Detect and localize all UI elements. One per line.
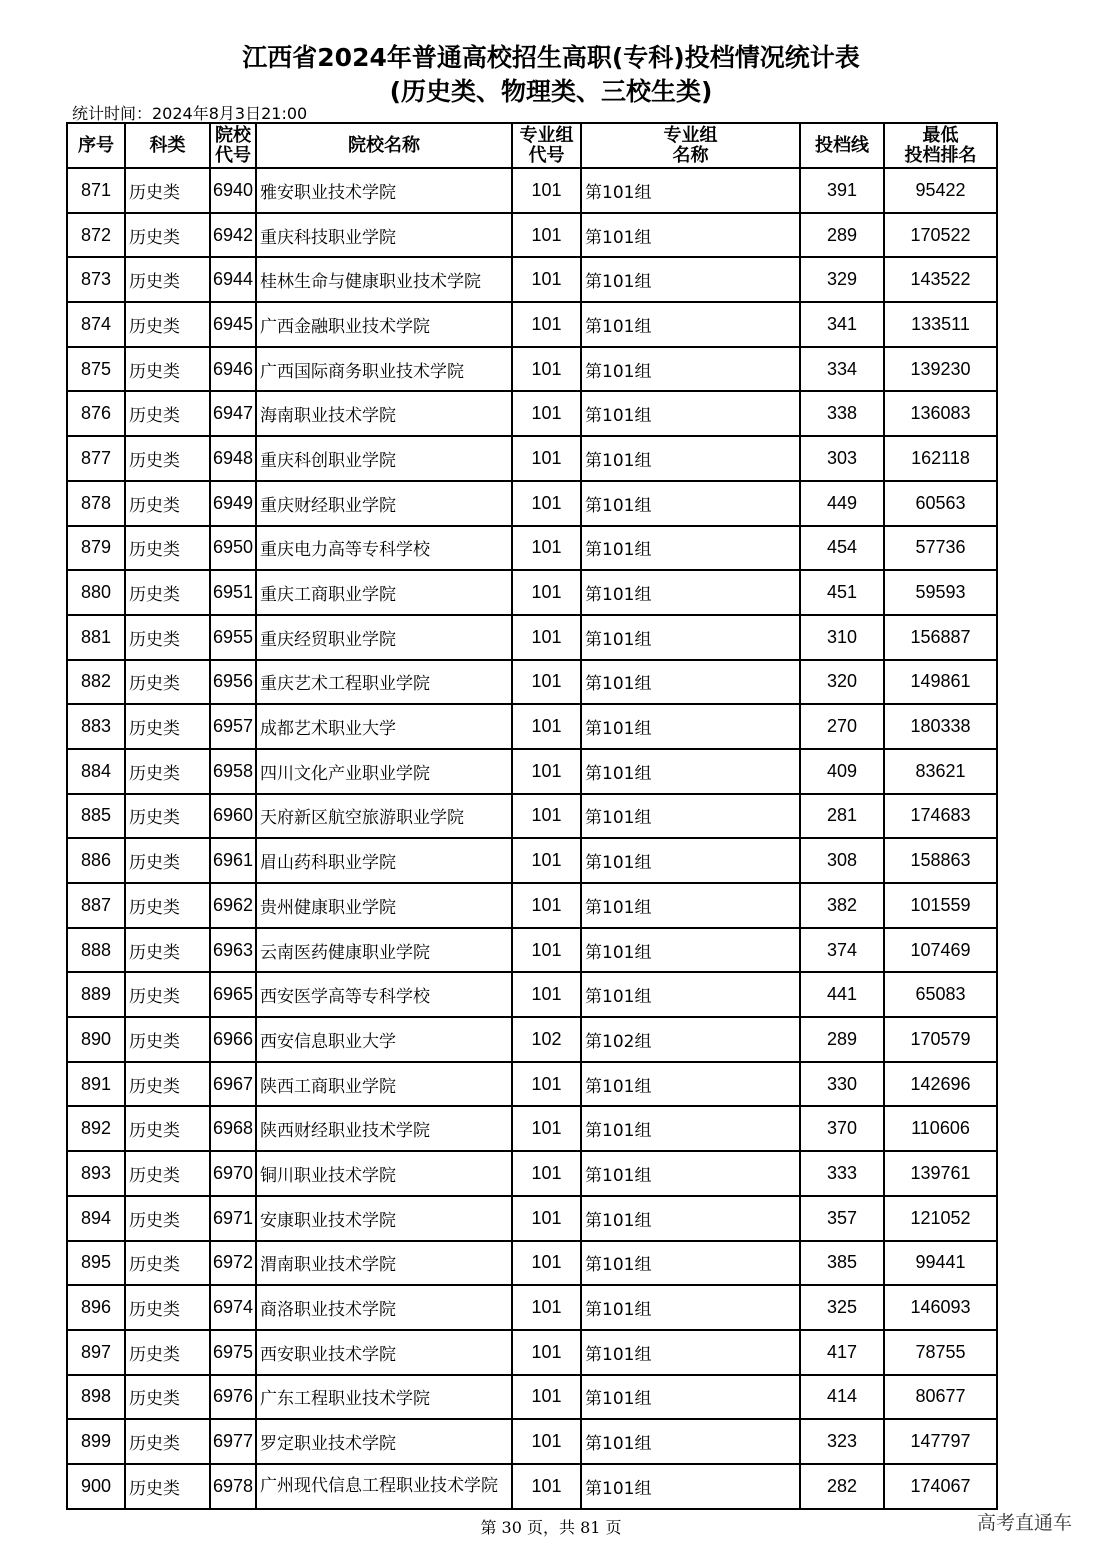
cell-score-line: 310 — [800, 615, 884, 660]
cell-seq: 882 — [67, 660, 125, 705]
cell-min-rank: 107469 — [884, 928, 997, 973]
cell-group-name: 第101组 — [581, 1241, 800, 1286]
cell-group-name: 第101组 — [581, 213, 800, 258]
cell-score-line: 391 — [800, 168, 884, 213]
cell-min-rank: 143522 — [884, 257, 997, 302]
cell-school-code: 6944 — [210, 257, 256, 302]
cell-group-name: 第101组 — [581, 526, 800, 571]
cell-category: 历史类 — [125, 570, 210, 615]
cell-group-code: 101 — [512, 615, 581, 660]
cell-score-line: 341 — [800, 302, 884, 347]
table-row — [67, 749, 997, 794]
cell-school-code: 6948 — [210, 436, 256, 481]
cell-school-name: 海南职业技术学院 — [256, 391, 512, 436]
cell-school-name: 广西金融职业技术学院 — [256, 302, 512, 347]
cell-category: 历史类 — [125, 794, 210, 839]
cell-group-code: 101 — [512, 168, 581, 213]
cell-school-code: 6975 — [210, 1330, 256, 1375]
cell-group-name: 第101组 — [581, 1285, 800, 1330]
cell-group-name: 第101组 — [581, 1151, 800, 1196]
cell-school-name: 重庆科创职业学院 — [256, 436, 512, 481]
cell-school-code: 6956 — [210, 660, 256, 705]
cell-school-code: 6963 — [210, 928, 256, 973]
table-row — [67, 794, 997, 839]
cell-category: 历史类 — [125, 302, 210, 347]
table-row — [67, 391, 997, 436]
cell-min-rank: 101559 — [884, 883, 997, 928]
cell-group-name: 第101组 — [581, 972, 800, 1017]
cell-group-code: 101 — [512, 213, 581, 258]
cell-seq: 876 — [67, 391, 125, 436]
cell-school-name: 贵州健康职业学院 — [256, 883, 512, 928]
table-row — [67, 928, 997, 973]
cell-group-code: 101 — [512, 436, 581, 481]
page-footer: 第 30 页，共 81 页 — [480, 1518, 622, 1537]
cell-seq: 887 — [67, 883, 125, 928]
cell-seq: 871 — [67, 168, 125, 213]
cell-score-line: 323 — [800, 1419, 884, 1464]
page-title: 江西省2024年普通高校招生高职(专科)投档情况统计表 — [242, 43, 860, 72]
cell-category: 历史类 — [125, 972, 210, 1017]
cell-school-name: 雅安职业技术学院 — [256, 168, 512, 213]
cell-seq: 891 — [67, 1062, 125, 1107]
cell-min-rank: 139230 — [884, 347, 997, 392]
cell-group-name: 第101组 — [581, 570, 800, 615]
table-row — [67, 257, 997, 302]
cell-category: 历史类 — [125, 213, 210, 258]
cell-group-name: 第101组 — [581, 481, 800, 526]
cell-min-rank: 60563 — [884, 481, 997, 526]
cell-category: 历史类 — [125, 1196, 210, 1241]
cell-category: 历史类 — [125, 1017, 210, 1062]
table-row — [67, 1419, 997, 1464]
header-school-code: 院校 代号 — [210, 123, 256, 168]
cell-score-line: 382 — [800, 883, 884, 928]
cell-group-code: 101 — [512, 1330, 581, 1375]
cell-group-code: 101 — [512, 1196, 581, 1241]
cell-score-line: 308 — [800, 838, 884, 883]
cell-group-name: 第101组 — [581, 1106, 800, 1151]
cell-school-name: 重庆科技职业学院 — [256, 213, 512, 258]
table-row — [67, 1375, 997, 1420]
cell-group-name: 第101组 — [581, 1196, 800, 1241]
cell-school-code: 6977 — [210, 1419, 256, 1464]
brand-watermark: 高考直通车 — [976, 1512, 1072, 1534]
cell-min-rank: 174683 — [884, 794, 997, 839]
cell-group-name: 第101组 — [581, 1062, 800, 1107]
cell-school-name: 眉山药科职业学院 — [256, 838, 512, 883]
cell-category: 历史类 — [125, 838, 210, 883]
cell-score-line: 414 — [800, 1375, 884, 1420]
cell-school-code: 6961 — [210, 838, 256, 883]
page-subtitle: (历史类、物理类、三校生类) — [389, 77, 713, 106]
cell-min-rank: 139761 — [884, 1151, 997, 1196]
cell-school-code: 6947 — [210, 391, 256, 436]
cell-min-rank: 162118 — [884, 436, 997, 481]
cell-school-name: 桂林生命与健康职业技术学院 — [256, 257, 512, 302]
cell-school-name: 重庆电力高等专科学校 — [256, 526, 512, 571]
table-body — [67, 168, 997, 1509]
cell-school-code: 6971 — [210, 1196, 256, 1241]
cell-min-rank: 158863 — [884, 838, 997, 883]
cell-school-name: 渭南职业技术学院 — [256, 1241, 512, 1286]
table-row — [67, 347, 997, 392]
cell-score-line: 303 — [800, 436, 884, 481]
table-row — [67, 570, 997, 615]
cell-group-name: 第101组 — [581, 794, 800, 839]
cell-group-code: 101 — [512, 928, 581, 973]
cell-school-code: 6966 — [210, 1017, 256, 1062]
cell-score-line: 454 — [800, 526, 884, 571]
cell-school-name: 陕西财经职业技术学院 — [256, 1106, 512, 1151]
cell-school-code: 6974 — [210, 1285, 256, 1330]
cell-category: 历史类 — [125, 1330, 210, 1375]
cell-seq: 896 — [67, 1285, 125, 1330]
cell-school-name: 重庆经贸职业学院 — [256, 615, 512, 660]
cell-school-code: 6967 — [210, 1062, 256, 1107]
cell-min-rank: 80677 — [884, 1375, 997, 1420]
cell-seq: 875 — [67, 347, 125, 392]
cell-score-line: 409 — [800, 749, 884, 794]
cell-group-code: 101 — [512, 749, 581, 794]
cell-score-line: 449 — [800, 481, 884, 526]
cell-seq: 900 — [67, 1464, 125, 1509]
cell-category: 历史类 — [125, 168, 210, 213]
cell-score-line: 333 — [800, 1151, 884, 1196]
cell-seq: 873 — [67, 257, 125, 302]
cell-group-name: 第101组 — [581, 391, 800, 436]
cell-score-line: 451 — [800, 570, 884, 615]
cell-school-code: 6976 — [210, 1375, 256, 1420]
cell-seq: 884 — [67, 749, 125, 794]
cell-score-line: 325 — [800, 1285, 884, 1330]
cell-group-code: 101 — [512, 1106, 581, 1151]
cell-group-name: 第102组 — [581, 1017, 800, 1062]
cell-group-code: 101 — [512, 391, 581, 436]
table-row — [67, 168, 997, 213]
cell-seq: 894 — [67, 1196, 125, 1241]
cell-school-name: 陕西工商职业学院 — [256, 1062, 512, 1107]
header-category: 科类 — [125, 123, 210, 168]
cell-score-line: 270 — [800, 704, 884, 749]
cell-min-rank: 174067 — [884, 1464, 997, 1509]
cell-school-name: 天府新区航空旅游职业学院 — [256, 794, 512, 839]
cell-category: 历史类 — [125, 347, 210, 392]
cell-school-code: 6968 — [210, 1106, 256, 1151]
cell-min-rank: 110606 — [884, 1106, 997, 1151]
stat-time: 统计时间：2024年8月3日21:00 — [72, 104, 308, 123]
cell-seq: 888 — [67, 928, 125, 973]
cell-group-name: 第101组 — [581, 302, 800, 347]
header-group-code: 专业组 代号 — [512, 123, 581, 168]
cell-min-rank: 57736 — [884, 526, 997, 571]
cell-min-rank: 146093 — [884, 1285, 997, 1330]
cell-group-code: 101 — [512, 883, 581, 928]
cell-school-name: 广西国际商务职业技术学院 — [256, 347, 512, 392]
table-row — [67, 1106, 997, 1151]
cell-score-line: 334 — [800, 347, 884, 392]
cell-min-rank: 121052 — [884, 1196, 997, 1241]
table-row — [67, 436, 997, 481]
table-row — [67, 972, 997, 1017]
header-group-name: 专业组 名称 — [581, 123, 800, 168]
cell-school-name: 重庆艺术工程职业学院 — [256, 660, 512, 705]
cell-min-rank: 95422 — [884, 168, 997, 213]
cell-group-name: 第101组 — [581, 1464, 800, 1509]
cell-min-rank: 180338 — [884, 704, 997, 749]
cell-school-name: 云南医药健康职业学院 — [256, 928, 512, 973]
cell-category: 历史类 — [125, 704, 210, 749]
table-row — [67, 615, 997, 660]
cell-school-code: 6978 — [210, 1464, 256, 1509]
cell-group-code: 101 — [512, 1241, 581, 1286]
cell-score-line: 320 — [800, 660, 884, 705]
cell-seq: 892 — [67, 1106, 125, 1151]
cell-min-rank: 59593 — [884, 570, 997, 615]
cell-seq: 886 — [67, 838, 125, 883]
cell-seq: 895 — [67, 1241, 125, 1286]
cell-category: 历史类 — [125, 1285, 210, 1330]
cell-group-code: 102 — [512, 1017, 581, 1062]
cell-category: 历史类 — [125, 660, 210, 705]
cell-group-code: 101 — [512, 838, 581, 883]
cell-score-line: 289 — [800, 213, 884, 258]
cell-school-code: 6940 — [210, 168, 256, 213]
cell-school-code: 6962 — [210, 883, 256, 928]
cell-category: 历史类 — [125, 1151, 210, 1196]
cell-school-name: 四川文化产业职业学院 — [256, 749, 512, 794]
cell-category: 历史类 — [125, 391, 210, 436]
cell-seq: 881 — [67, 615, 125, 660]
cell-category: 历史类 — [125, 1464, 210, 1509]
cell-min-rank: 147797 — [884, 1419, 997, 1464]
cell-category: 历史类 — [125, 1241, 210, 1286]
cell-group-code: 101 — [512, 1062, 581, 1107]
header-school-name: 院校名称 — [256, 123, 512, 168]
cell-min-rank: 136083 — [884, 391, 997, 436]
cell-school-code: 6950 — [210, 526, 256, 571]
cell-group-name: 第101组 — [581, 749, 800, 794]
cell-group-name: 第101组 — [581, 436, 800, 481]
header-seq: 序号 — [67, 123, 125, 168]
cell-min-rank: 65083 — [884, 972, 997, 1017]
cell-seq: 885 — [67, 794, 125, 839]
table-row — [67, 1241, 997, 1286]
cell-school-code: 6955 — [210, 615, 256, 660]
cell-category: 历史类 — [125, 928, 210, 973]
cell-min-rank: 99441 — [884, 1241, 997, 1286]
cell-school-code: 6946 — [210, 347, 256, 392]
cell-min-rank: 83621 — [884, 749, 997, 794]
cell-seq: 874 — [67, 302, 125, 347]
cell-school-name: 西安医学高等专科学校 — [256, 972, 512, 1017]
table-row — [67, 302, 997, 347]
cell-group-name: 第101组 — [581, 883, 800, 928]
cell-seq: 872 — [67, 213, 125, 258]
cell-school-code: 6970 — [210, 1151, 256, 1196]
cell-score-line: 329 — [800, 257, 884, 302]
cell-group-code: 101 — [512, 1375, 581, 1420]
cell-group-name: 第101组 — [581, 838, 800, 883]
cell-group-name: 第101组 — [581, 347, 800, 392]
cell-category: 历史类 — [125, 257, 210, 302]
cell-school-name: 罗定职业技术学院 — [256, 1419, 512, 1464]
cell-group-code: 101 — [512, 660, 581, 705]
cell-score-line: 385 — [800, 1241, 884, 1286]
cell-group-code: 101 — [512, 704, 581, 749]
cell-seq: 877 — [67, 436, 125, 481]
cell-min-rank: 142696 — [884, 1062, 997, 1107]
cell-group-code: 101 — [512, 526, 581, 571]
table-row — [67, 883, 997, 928]
cell-score-line: 374 — [800, 928, 884, 973]
cell-category: 历史类 — [125, 1062, 210, 1107]
table-row — [67, 1151, 997, 1196]
cell-category: 历史类 — [125, 1419, 210, 1464]
cell-group-name: 第101组 — [581, 928, 800, 973]
table-row — [67, 1062, 997, 1107]
cell-school-name: 重庆工商职业学院 — [256, 570, 512, 615]
cell-school-name: 广东工程职业技术学院 — [256, 1375, 512, 1420]
cell-seq: 897 — [67, 1330, 125, 1375]
cell-group-code: 101 — [512, 302, 581, 347]
cell-school-name: 商洛职业技术学院 — [256, 1285, 512, 1330]
cell-group-name: 第101组 — [581, 1419, 800, 1464]
table-row — [67, 526, 997, 571]
cell-group-code: 101 — [512, 972, 581, 1017]
cell-category: 历史类 — [125, 615, 210, 660]
cell-school-code: 6945 — [210, 302, 256, 347]
cell-group-name: 第101组 — [581, 615, 800, 660]
cell-seq: 878 — [67, 481, 125, 526]
cell-school-name: 成都艺术职业大学 — [256, 704, 512, 749]
cell-category: 历史类 — [125, 436, 210, 481]
cell-seq: 890 — [67, 1017, 125, 1062]
cell-group-name: 第101组 — [581, 1330, 800, 1375]
cell-score-line: 338 — [800, 391, 884, 436]
admission-table — [66, 122, 998, 1510]
cell-group-code: 101 — [512, 794, 581, 839]
cell-school-code: 6958 — [210, 749, 256, 794]
cell-min-rank: 156887 — [884, 615, 997, 660]
cell-group-name: 第101组 — [581, 704, 800, 749]
cell-school-code: 6960 — [210, 794, 256, 839]
cell-score-line: 441 — [800, 972, 884, 1017]
cell-category: 历史类 — [125, 1106, 210, 1151]
cell-score-line: 417 — [800, 1330, 884, 1375]
cell-min-rank: 133511 — [884, 302, 997, 347]
cell-school-name: 安康职业技术学院 — [256, 1196, 512, 1241]
cell-category: 历史类 — [125, 526, 210, 571]
cell-seq: 880 — [67, 570, 125, 615]
cell-score-line: 330 — [800, 1062, 884, 1107]
cell-group-code: 101 — [512, 570, 581, 615]
cell-group-code: 101 — [512, 481, 581, 526]
cell-group-code: 101 — [512, 1419, 581, 1464]
cell-category: 历史类 — [125, 481, 210, 526]
cell-seq: 889 — [67, 972, 125, 1017]
cell-seq: 898 — [67, 1375, 125, 1420]
table-row — [67, 838, 997, 883]
cell-score-line: 357 — [800, 1196, 884, 1241]
cell-group-code: 101 — [512, 1151, 581, 1196]
cell-school-name: 西安信息职业大学 — [256, 1017, 512, 1062]
cell-category: 历史类 — [125, 1375, 210, 1420]
cell-school-name: 广州现代信息工程职业技术学院 — [256, 1464, 512, 1509]
cell-school-code: 6942 — [210, 213, 256, 258]
cell-school-code: 6972 — [210, 1241, 256, 1286]
cell-group-code: 101 — [512, 257, 581, 302]
table-row — [67, 1285, 997, 1330]
cell-category: 历史类 — [125, 749, 210, 794]
table-row — [67, 481, 997, 526]
cell-group-name: 第101组 — [581, 168, 800, 213]
cell-seq: 893 — [67, 1151, 125, 1196]
cell-score-line: 281 — [800, 794, 884, 839]
cell-group-code: 101 — [512, 1285, 581, 1330]
cell-seq: 883 — [67, 704, 125, 749]
cell-group-name: 第101组 — [581, 1375, 800, 1420]
header-score-line: 投档线 — [800, 123, 884, 168]
table-row — [67, 660, 997, 705]
table-row — [67, 704, 997, 749]
cell-category: 历史类 — [125, 883, 210, 928]
cell-min-rank: 78755 — [884, 1330, 997, 1375]
table-row — [67, 1017, 997, 1062]
cell-group-name: 第101组 — [581, 257, 800, 302]
cell-min-rank: 149861 — [884, 660, 997, 705]
table-row — [67, 213, 997, 258]
cell-school-name: 重庆财经职业学院 — [256, 481, 512, 526]
cell-min-rank: 170579 — [884, 1017, 997, 1062]
table-row — [67, 1196, 997, 1241]
header-min-rank: 最低 投档排名 — [884, 123, 997, 168]
cell-school-code: 6951 — [210, 570, 256, 615]
cell-seq: 879 — [67, 526, 125, 571]
cell-school-name: 铜川职业技术学院 — [256, 1151, 512, 1196]
cell-group-name: 第101组 — [581, 660, 800, 705]
cell-score-line: 370 — [800, 1106, 884, 1151]
cell-min-rank: 170522 — [884, 213, 997, 258]
cell-school-name: 西安职业技术学院 — [256, 1330, 512, 1375]
cell-seq: 899 — [67, 1419, 125, 1464]
cell-score-line: 282 — [800, 1464, 884, 1509]
cell-school-code: 6965 — [210, 972, 256, 1017]
cell-school-code: 6949 — [210, 481, 256, 526]
table-header-row — [67, 123, 997, 168]
cell-school-code: 6957 — [210, 704, 256, 749]
cell-group-code: 101 — [512, 1464, 581, 1509]
cell-score-line: 289 — [800, 1017, 884, 1062]
table-row — [67, 1464, 997, 1509]
table-row — [67, 1330, 997, 1375]
cell-group-code: 101 — [512, 347, 581, 392]
